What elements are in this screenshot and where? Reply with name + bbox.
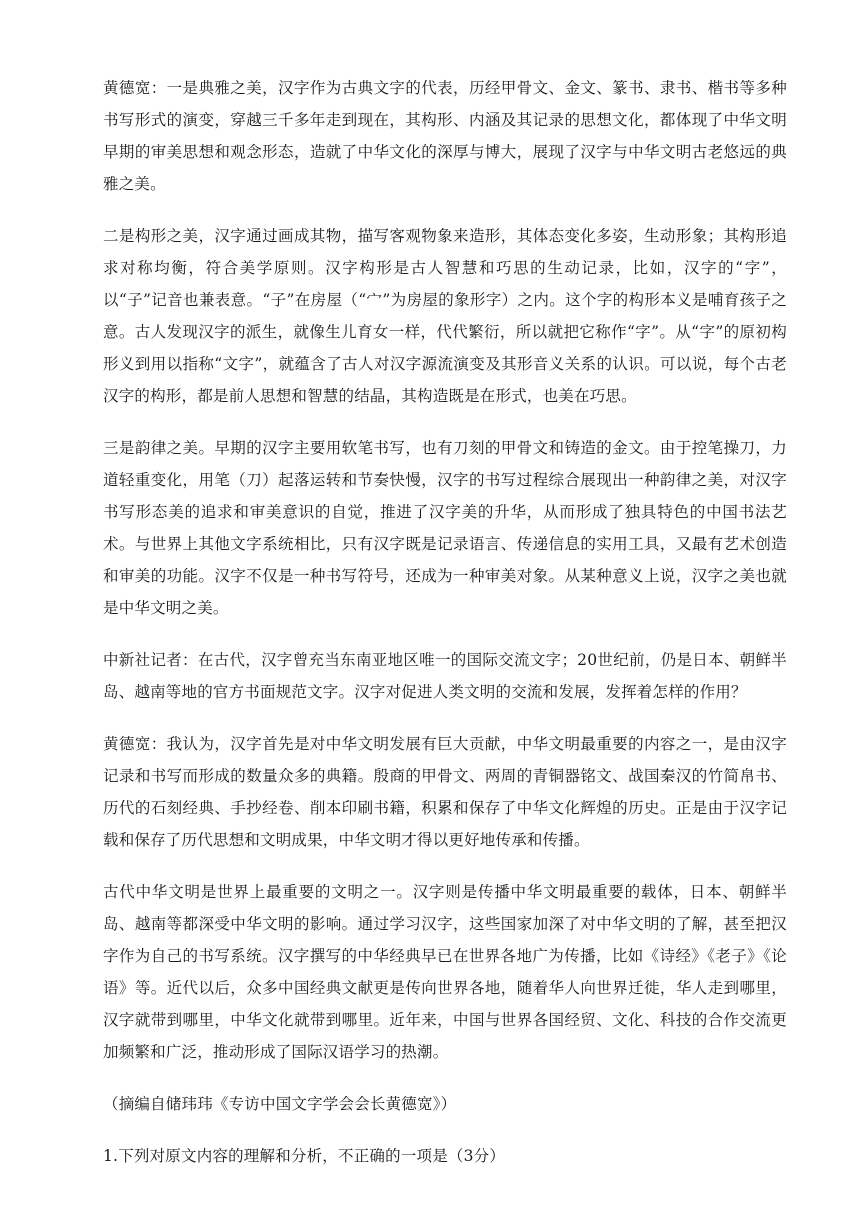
document-page [103, 72, 787, 1192]
paragraph-typical-beauty: 黄德宽：一是典雅之美，汉字作为古典文字的代表，历经甲骨文、金文、篆书、隶书、楷书等多种书写形式的演变，穿越三千多年走到现在，其构形、内涵及其记录的思想文化，都体现了中华文明早期的审美思想和观念形态，造就了中华文化的深厚与博大，展现了汉字与中华文明古老悠远的典雅之美。 [103, 79, 787, 193]
paragraph-ancient-civilization: 古代中华文明是世界上最重要的文明之一。汉字则是传播中华文明最重要的载体，日本、朝鲜半岛、越南等都深受中华文明的影响。通过学习汉字，这些国家加深了对中华文明的了解，甚至把汉字作为自己的书写系统。汉字撰写的中华经典早已在世界各地广为传播，比如《诗经》《老子》《论语》等。近代以后，众多中国经典文献更是传向世界各地，随着华人向世界迁徙，华人走到哪里，汉字就带到哪里，中华文化就带到哪里。近年来，中国与世界各国经贸、文化、科技的合作交流更加频繁和广泛，推动形成了国际汉语学习的热潮。 [103, 883, 787, 1061]
source-citation: （摘编自储玮玮《专访中国文字学会会长黄德宽》） [103, 1095, 457, 1113]
paragraph-rhythm-beauty: 三是韵律之美。早期的汉字主要用软笔书写，也有刀刻的甲骨文和铸造的金文。由于控笔操刀，力道轻重变化，用笔（刀）起落运转和节奏快慢，汉字的书写过程综合展现出一种韵律之美，对汉字书写形态美的追求和审美意识的自觉，推进了汉字美的升华，从而形成了独具特色的中国书法艺术。与世界上其他文字系统相比，只有汉字既是记录语言、传递信息的实用工具，又最有艺术创造和审美的功能。汉字不仅是一种书写符号，还成为一种审美对象。从某种意义上说，汉字之美也就是中华文明之美。 [103, 439, 787, 617]
exam-question: 1.下列对原文内容的理解和分析，不正确的一项是（3分） [103, 1147, 506, 1165]
paragraph-answer-contribution: 黄德宽：我认为，汉字首先是对中华文明发展有巨大贡献，中华文明最重要的内容之一，是由汉字记录和书写而形成的数量众多的典籍。殷商的甲骨文、两周的青铜器铭文、战国秦汉的竹简帛书、历代的石刻经典、手抄经卷、削本印刷书籍，积累和保存了中华文化辉煌的历史。正是由于汉字记载和保存了历代思想和文明成果，中华文明才得以更好地传承和传播。 [103, 735, 787, 849]
paragraph-reporter-question: 中新社记者：在古代，汉字曾充当东南亚地区唯一的国际交流文字；20世纪前，仍是日本、朝鲜半岛、越南等地的官方书面规范文字。汉字对促进人类文明的交流和发展，发挥着怎样的作用？ [103, 651, 787, 701]
paragraph-form-beauty: 二是构形之美，汉字通过画成其物，描写客观物象来造形，其体态变化多姿，生动形象；其构形追求对称均衡，符合美学原则。汉字构形是古人智慧和巧思的生动记录，比如，汉字的“字”，以“子”记音也兼表意。“子”在房屋（“宀”为房屋的象形字）之内。这个字的构形本义是哺育孩子之意。古人发现汉字的派生，就像生儿育女一样，代代繁衍，所以就把它称作“字”。从“字”的原初构形义到用以指称“文字”，就蕴含了古人对汉字源流演变及其形音义关系的认识。可以说，每个古老汉字的构形，都是前人思想和智慧的结晶，其构造既是在形式，也美在巧思。 [103, 227, 787, 405]
